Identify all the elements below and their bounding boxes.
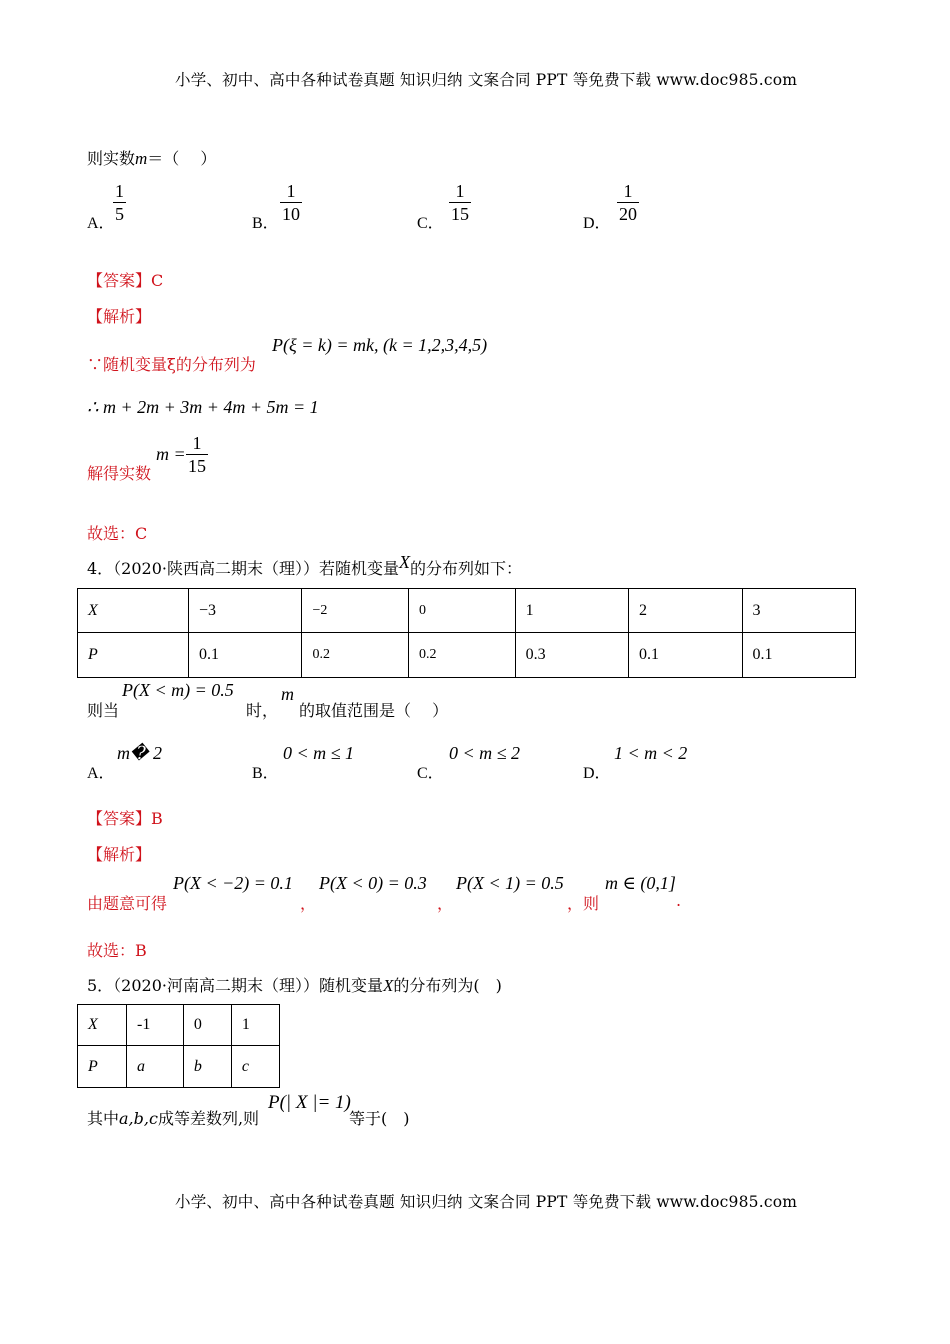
q3-stem-suffix: ＝（ ） (147, 149, 217, 168)
table-cell: X (78, 1005, 127, 1046)
table-cell: 0.2 (302, 633, 409, 678)
table-cell: 0 (183, 1005, 231, 1046)
q4-solution-formula-1: P(X < −2) = 0.1 (173, 873, 293, 893)
q4-cond-prefix: 则当 (87, 701, 120, 720)
table-cell: 0.1 (189, 633, 302, 678)
q3-option-b-num: 1 (286, 181, 296, 201)
q3-option-d-fraction (617, 180, 639, 225)
q4-cond-var: m (281, 684, 294, 704)
q3-option-c-num: 1 (455, 181, 465, 201)
q5-table-row-p (78, 1046, 280, 1088)
q3-option-a-num: 1 (115, 181, 124, 201)
table-cell: P (78, 633, 189, 678)
q3-option-a-fraction (113, 180, 126, 225)
q5-cond-prefix: 其中 (87, 1109, 120, 1128)
q4-option-a-formula: m� 2 (117, 743, 162, 763)
q3-option-d-num: 1 (623, 181, 633, 201)
q4-solution-formula-4: m ∈ (0,1] (605, 873, 676, 893)
q4-option-b-formula: 0 < m ≤ 1 (283, 743, 355, 763)
q4-choose: 故选：B (87, 941, 147, 960)
table-cell: −3 (189, 589, 302, 633)
q5-cond-mid: 成等差数列,则 (157, 1109, 260, 1128)
table-cell: X (78, 589, 189, 633)
q4-solution-text: 由题意可得 (87, 894, 168, 913)
q5-table-row-x (78, 1005, 280, 1046)
q3-analysis-line3-lhs: m = (156, 444, 186, 464)
page-footer: 小学、初中、高中各种试卷真题 知识归纳 文案合同 PPT 等免费下载 www.doc985.com (175, 1193, 798, 1211)
q4-cond-formula: P(X < m) = 0.5 (122, 680, 234, 700)
table-cell: 0.3 (515, 633, 628, 678)
q3-analysis-line2-formula: ∴ m + 2m + 3m + 4m + 5m = 1 (87, 397, 319, 417)
table-cell: 1 (515, 589, 628, 633)
q3-option-a-den: 5 (115, 204, 124, 224)
q4-option-c-label: C． (417, 765, 444, 782)
q4-solution-sep-3: ，则 (567, 894, 600, 913)
q3-stem-prefix: 则实数 (87, 149, 136, 168)
q3-option-b-den: 10 (282, 204, 300, 224)
q3-option-b-fraction (280, 180, 302, 225)
q4-option-a-label: A． (87, 765, 115, 782)
q4-table-row-x (78, 589, 856, 633)
q3-option-c-den: 15 (451, 204, 469, 224)
q4-solution-sep-2: ， (437, 894, 454, 913)
table-cell: c (231, 1046, 279, 1088)
table-cell: P (78, 1046, 127, 1088)
page-header: 小学、初中、高中各种试卷真题 知识归纳 文案合同 PPT 等免费下载 www.doc985.com (175, 71, 798, 89)
q4-analysis-title: 【解析】 (87, 845, 152, 864)
q5-stem-suffix: 的分布列为( ) (393, 976, 502, 995)
q3-answer: 【答案】C (87, 271, 164, 290)
table-cell: -1 (127, 1005, 184, 1046)
q5-stem-var: X (383, 976, 394, 995)
q4-solution-formula-2: P(X < 0) = 0.3 (319, 873, 427, 893)
table-cell: b (183, 1046, 231, 1088)
table-cell: 2 (629, 589, 742, 633)
q3-option-d-label: D． (583, 215, 611, 232)
q4-stem (87, 552, 523, 579)
q4-option-d-label: D． (583, 765, 611, 782)
table-cell: −2 (302, 589, 409, 633)
table-cell: 0.2 (409, 633, 516, 678)
q3-line3-den: 15 (188, 456, 206, 476)
q4-stem-suffix: 的分布列如下： (410, 559, 523, 578)
q4-option-d-formula: 1 < m < 2 (614, 743, 688, 763)
q3-analysis-line1-formula: P(ξ = k) = mk, (k = 1,2,3,4,5) (272, 335, 488, 355)
q3-line3-num: 1 (192, 433, 202, 453)
q3-stem (87, 146, 216, 169)
table-cell: 0.1 (629, 633, 742, 678)
q3-analysis-line1-text: ∵随机变量ξ的分布列为 (87, 355, 256, 374)
q4-table-row-p (78, 633, 856, 678)
q5-cond (87, 1106, 259, 1129)
q3-analysis-line3-fraction (186, 432, 208, 477)
q4-solution-sep-1: ， (300, 894, 317, 913)
q3-analysis-title: 【解析】 (87, 307, 152, 326)
q3-option-b-label: B． (252, 215, 279, 232)
q5-stem-prefix: 5．（2020·河南高二期末（理））随机变量 (87, 976, 383, 995)
table-cell: 0.1 (742, 633, 856, 678)
q3-option-c-label: C． (417, 215, 444, 232)
table-cell: 0 (409, 589, 516, 633)
table-cell: 3 (742, 589, 856, 633)
q3-analysis-line3-text: 解得实数 (87, 464, 152, 483)
q3-option-a-label: A． (87, 215, 115, 232)
q5-distribution-table (77, 1004, 280, 1088)
table-cell: a (127, 1046, 184, 1088)
q3-stem-var: m (135, 149, 148, 168)
q4-cond-mid: 时， (246, 701, 279, 720)
q5-cond-vars: a,b,c (119, 1109, 158, 1128)
q4-solution-formula-3: P(X < 1) = 0.5 (456, 873, 564, 893)
q3-choose: 故选：C (87, 524, 148, 543)
q4-stem-var: X (399, 552, 410, 572)
q4-answer: 【答案】B (87, 809, 163, 828)
q4-cond-suffix: 的取值范围是（ ） (299, 701, 449, 720)
q5-cond-suffix: 等于( ) (349, 1109, 410, 1128)
q5-cond-formula: P(| X |= 1) (268, 1092, 351, 1113)
table-cell: 1 (231, 1005, 279, 1046)
q4-distribution-table (77, 588, 856, 678)
q4-stem-prefix: 4．（2020·陕西高二期末（理））若随机变量 (87, 559, 399, 578)
q4-option-b-label: B． (252, 765, 279, 782)
q3-option-d-den: 20 (619, 204, 637, 224)
q4-option-c-formula: 0 < m ≤ 2 (449, 743, 521, 763)
q3-option-c-fraction (449, 180, 471, 225)
q4-solution-end: . (676, 891, 682, 910)
q5-stem (87, 973, 502, 996)
